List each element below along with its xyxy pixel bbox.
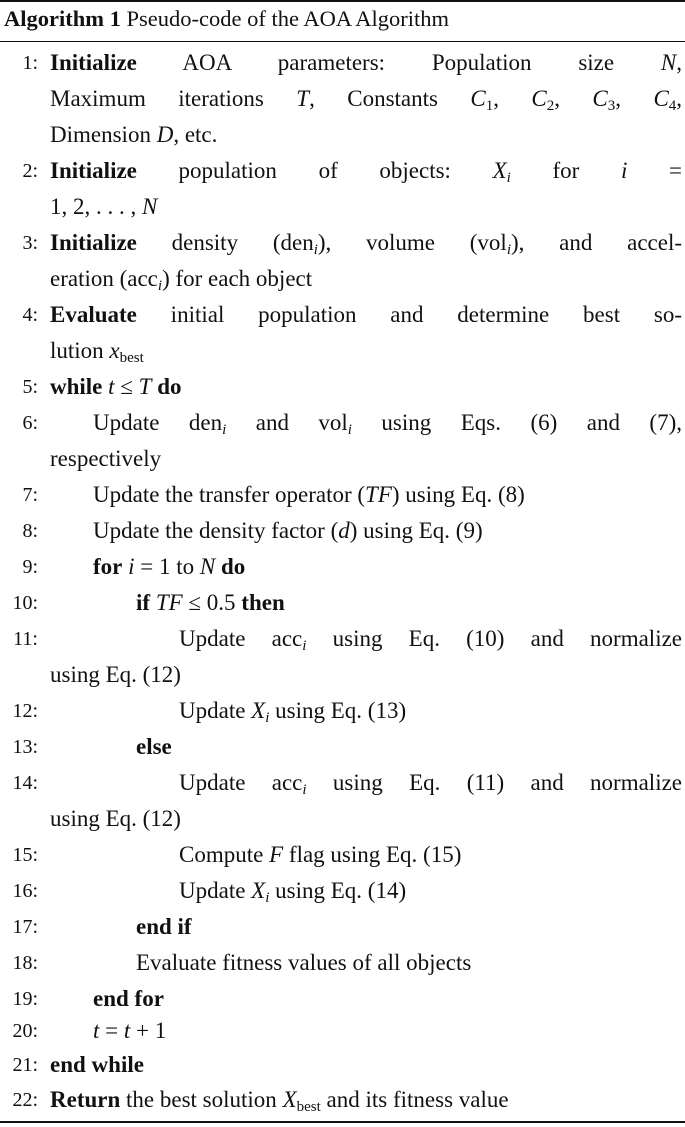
algorithm-line — [0, 1047, 685, 1083]
algorithm-line — [0, 369, 685, 405]
line-text: Compute F flag using Eq. (15) — [179, 842, 462, 867]
line-number: 9: — [22, 556, 38, 578]
caption-label: Algorithm 1 — [4, 6, 121, 31]
line-number: 22: — [12, 1089, 38, 1111]
caption-title: Pseudo-code of the AOA Algorithm — [126, 6, 449, 31]
algorithm-line-continuation: respectively — [50, 446, 162, 471]
line-text: for i = 1 to N do — [93, 554, 246, 579]
line-text: Update the transfer operator (TF) using Eq. (8) — [93, 482, 525, 507]
algorithm-line — [0, 909, 685, 945]
algorithm-line-continuation: eration (acc$_i$) for each object — [50, 266, 313, 294]
algorithm-caption — [4, 6, 449, 32]
algorithm-line — [0, 621, 685, 657]
algorithm-line-continuation: 1, 2, . . . , N — [50, 194, 158, 219]
top-rule — [0, 0, 685, 2]
line-text: Update the density factor (d) using Eq. (9) — [93, 518, 483, 543]
algorithm-line — [0, 693, 685, 729]
algorithm-line — [0, 945, 685, 981]
line-text: else — [136, 734, 172, 759]
algorithm-line-continuation: Dimension D, etc. — [50, 122, 218, 147]
bottom-rule — [0, 1121, 685, 1123]
algorithm-line — [0, 549, 685, 585]
algorithm-line — [0, 1013, 685, 1049]
line-number: 2: — [22, 160, 38, 182]
line-text: Return the best solution $X_{best}$ and its fitness value — [50, 1087, 509, 1115]
algorithm-line — [0, 873, 685, 909]
line-text: Evaluate initial population and determine best so- — [50, 302, 682, 327]
line-text: t = t + 1 — [93, 1018, 167, 1043]
line-number: 20: — [12, 1020, 38, 1042]
algorithm-line — [0, 513, 685, 549]
line-number: 13: — [12, 736, 38, 758]
algorithm-line-continuation: lution $x_{best}$ — [50, 338, 144, 366]
line-text: end if — [136, 914, 192, 939]
line-number: 18: — [12, 952, 38, 974]
line-number: 1: — [22, 52, 38, 74]
line-number: 17: — [12, 916, 38, 938]
line-text: Initialize AOA parameters: Population size N, — [50, 50, 682, 75]
line-number: 12: — [12, 700, 38, 722]
algorithm-line — [0, 45, 685, 81]
algorithm-line — [0, 585, 685, 621]
line-number: 16: — [12, 880, 38, 902]
algorithm-line — [0, 981, 685, 1017]
line-text: Update $X_i$ using Eq. (13) — [179, 698, 407, 726]
line-number: 7: — [22, 484, 38, 506]
caption-rule — [0, 41, 685, 42]
line-text: Update acc$_i$ using Eq. (11) and normalize — [179, 770, 682, 798]
line-text: Update $X_i$ using Eq. (14) — [179, 878, 407, 906]
line-text: end while — [50, 1052, 144, 1077]
algorithm-line — [0, 405, 685, 441]
line-text: end for — [93, 986, 164, 1011]
algorithm-line — [0, 225, 685, 261]
line-number: 3: — [22, 232, 38, 254]
line-number: 11: — [13, 628, 38, 650]
algorithm-line — [0, 153, 685, 189]
line-number: 4: — [22, 304, 38, 326]
algorithm-line-continuation: Maximum iterations T, Constants $C_1$, $C_2$, $C_3$, $C_4$, — [50, 86, 683, 114]
line-number: 14: — [12, 772, 38, 794]
line-number: 21: — [12, 1054, 38, 1076]
line-number: 19: — [12, 988, 38, 1010]
algorithm-line — [0, 1082, 685, 1118]
line-text: Initialize density (den$_i$), volume (vol$_i$), and accel- — [50, 230, 682, 258]
line-number: 6: — [22, 412, 38, 434]
line-text: if TF ≤ 0.5 then — [136, 590, 285, 615]
line-number: 15: — [12, 844, 38, 866]
algorithm-line-continuation: using Eq. (12) — [50, 806, 181, 831]
algorithm-line — [0, 765, 685, 801]
line-text: while t ≤ T do — [50, 374, 182, 399]
line-text: Update acc$_i$ using Eq. (10) and normalize — [179, 626, 683, 654]
line-number: 10: — [12, 592, 38, 614]
algorithm-line-continuation: using Eq. (12) — [50, 662, 181, 687]
algorithm-line — [0, 729, 685, 765]
line-text: Initialize population of objects: $X_i$ for i = — [50, 158, 682, 186]
algorithm-line — [0, 297, 685, 333]
line-number: 8: — [22, 520, 38, 542]
algorithm-line — [0, 477, 685, 513]
line-text: Evaluate fitness values of all objects — [136, 950, 472, 975]
algorithm-line — [0, 837, 685, 873]
line-text: Update den$_i$ and vol$_i$ using Eqs. (6) and (7), — [93, 410, 682, 438]
line-number: 5: — [22, 376, 38, 398]
